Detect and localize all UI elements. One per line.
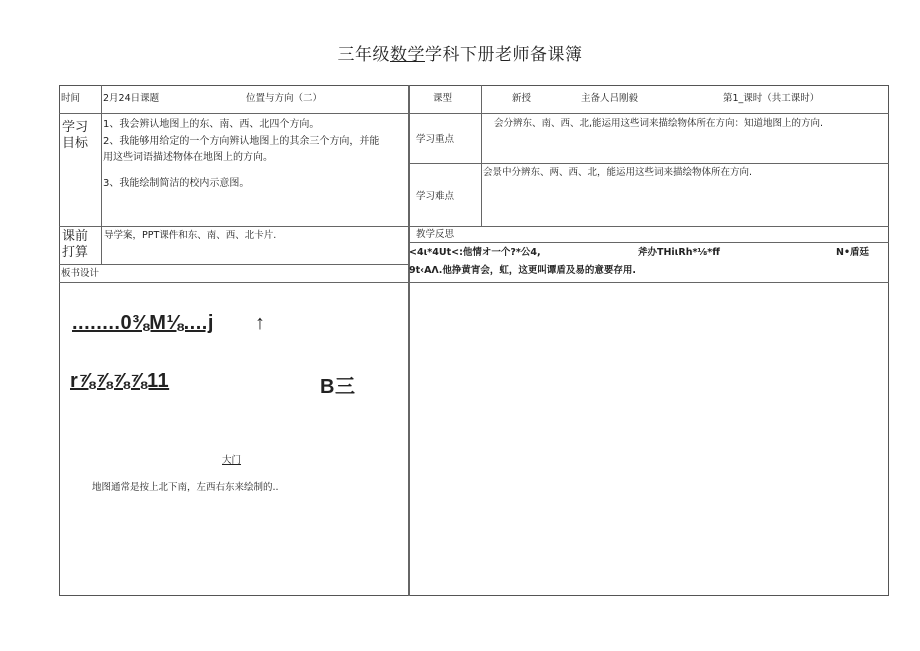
prep-label: 课前打算 (62, 229, 89, 260)
prep-text: 导学案，PPT课件和东、南、西、北卡片. (104, 230, 277, 241)
row-divider-reflection (408, 242, 889, 243)
col-divider-right-label (481, 85, 482, 226)
title-suffix: 学科下册老师备课簿 (425, 45, 583, 65)
time-label: 时间 (61, 93, 81, 104)
board-scribble-2: r⅞⅞⅞⅞11 (70, 370, 170, 392)
arrow-up-icon: ↑ (255, 312, 266, 334)
difficulty-label: 学习难点 (416, 191, 455, 202)
board-note: 地图通常是按上北下南，左西右东来绘制的.. (92, 482, 279, 493)
reflection-line1-b: 斧办THiιRh*⅛*ff (638, 247, 720, 258)
reflection-line2: 9t‹AΛ.他挣黄宵会，虹，这更叫谭盾及易的意要存用. (409, 265, 636, 276)
title-subject: 数学 (390, 45, 425, 65)
focus-label: 学习重点 (416, 134, 455, 145)
row-divider-board (59, 282, 408, 283)
reflection-line1-c: N•盾廷 (836, 247, 870, 258)
col-divider-left-label (101, 85, 102, 264)
goal-item: 用这些词语描述物体在地图上的方向。 (103, 152, 273, 163)
goals-label: 学习目标 (62, 120, 89, 151)
board-scribble-3: B三 (320, 376, 356, 398)
board-label: 板书设计 (61, 268, 100, 279)
row-divider-header (59, 113, 889, 114)
document-title (0, 40, 920, 65)
type-value: 新授 (512, 93, 532, 104)
difficulty-text: 会景中分辨东、两、西、北，能运用这些词来描绘物体所在方向. (483, 167, 753, 178)
type-label: 课型 (433, 93, 453, 104)
lesson-count: 第1_课时（共工课时） (723, 93, 820, 104)
board-gate-label: 大门 (222, 455, 242, 466)
row-divider-prep (59, 264, 408, 265)
date-value: 2月24日课题 (103, 93, 160, 104)
col-divider-main (408, 85, 410, 596)
goal-item: 2、我能够用给定的一个方向辨认地图上的其余三个方向，并能 (103, 136, 380, 147)
row-divider-reflection-body (408, 282, 889, 283)
goal-item: 1、我会辨认地图上的东、南、西、北四个方向。 (103, 119, 320, 130)
reflection-line1-a: <4ι*4Ut<:他情オ一个?*公4, (409, 247, 541, 258)
board-scribble-1: ........0⅜M⅛....j (72, 312, 214, 334)
row-divider-goals (59, 226, 889, 227)
title-prefix: 三年级 (337, 45, 390, 65)
reflection-label: 教学反思 (416, 229, 455, 240)
focus-text: 会分辨东、南、西、北,能运用这些词来描绘物体所在方向：知道地图上的方向. (494, 118, 824, 129)
goal-item: 3、我能绘制简洁的校内示意图。 (103, 178, 250, 189)
preparer: 主备人吕刚毅 (581, 93, 639, 104)
topic-value: 位置与方向（二） (246, 93, 323, 104)
